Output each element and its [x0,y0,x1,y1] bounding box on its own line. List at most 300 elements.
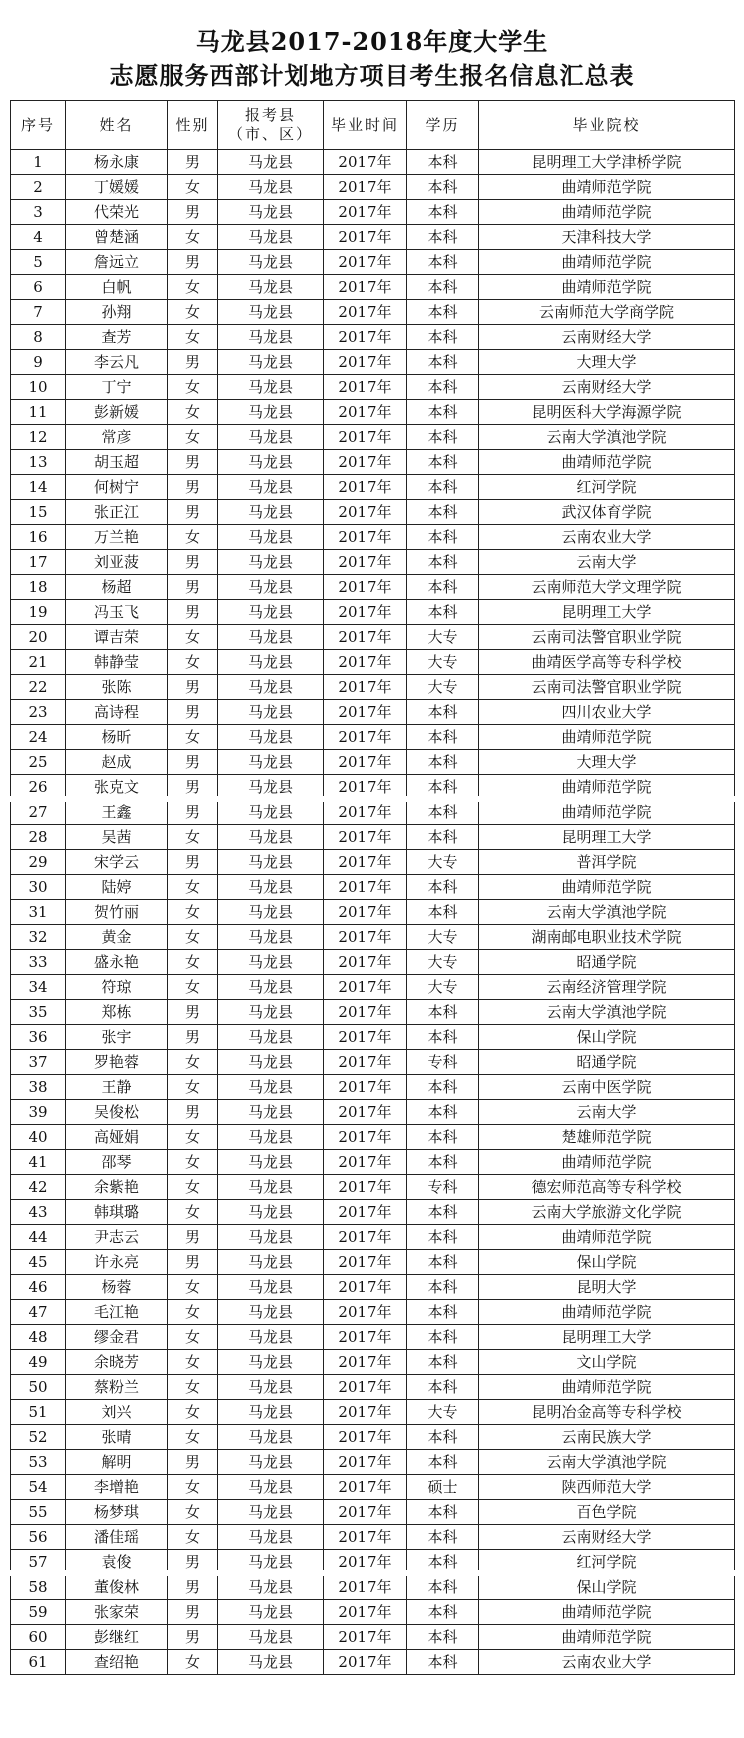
row-gender: 女 [168,1375,218,1400]
row-district: 马龙县 [218,375,324,400]
table-row [11,675,735,700]
row-district: 马龙县 [218,1025,324,1050]
row-index: 40 [11,1125,66,1150]
table-row [11,1150,735,1175]
row-index: 27 [11,800,66,825]
table-row [11,1025,735,1050]
row-degree: 本科 [407,825,479,850]
row-school: 曲靖师范学院 [479,1300,735,1325]
row-name: 韩琪璐 [66,1200,168,1225]
row-name: 丁媛媛 [66,175,168,200]
row-school: 普洱学院 [479,850,735,875]
row-index: 55 [11,1500,66,1525]
row-school: 德宏师范高等专科学校 [479,1175,735,1200]
table-row [11,1250,735,1275]
row-district: 马龙县 [218,325,324,350]
row-grad-time: 2017年 [324,1550,407,1575]
row-index: 33 [11,950,66,975]
row-degree: 大专 [407,675,479,700]
row-index: 1 [11,150,66,175]
row-district: 马龙县 [218,1050,324,1075]
row-name: 彭继红 [66,1625,168,1650]
row-name: 杨永康 [66,150,168,175]
row-grad-time: 2017年 [324,1425,407,1450]
row-gender: 男 [168,1025,218,1050]
row-name: 白帆 [66,275,168,300]
table-row [11,275,735,300]
row-school: 红河学院 [479,1550,735,1575]
row-school: 曲靖师范学院 [479,1225,735,1250]
row-index: 38 [11,1075,66,1100]
row-gender: 女 [168,1350,218,1375]
row-gender: 女 [168,1075,218,1100]
table-row [11,1350,735,1375]
row-school: 大理大学 [479,750,735,775]
row-name: 万兰艳 [66,525,168,550]
table-row [11,1600,735,1625]
row-district: 马龙县 [218,675,324,700]
row-grad-time: 2017年 [324,375,407,400]
table-row [11,450,735,475]
row-degree: 大专 [407,975,479,1000]
row-grad-time: 2017年 [324,250,407,275]
row-district: 马龙县 [218,150,324,175]
row-school: 云南财经大学 [479,325,735,350]
table-row [11,350,735,375]
row-gender: 男 [168,750,218,775]
row-name: 符琼 [66,975,168,1000]
row-school: 保山学院 [479,1250,735,1275]
row-grad-time: 2017年 [324,1125,407,1150]
row-district: 马龙县 [218,1525,324,1550]
row-degree: 本科 [407,1525,479,1550]
row-district: 马龙县 [218,1425,324,1450]
row-degree: 本科 [407,150,479,175]
header-school: 毕业院校 [479,101,735,150]
row-gender: 男 [168,775,218,800]
row-district: 马龙县 [218,400,324,425]
row-gender: 男 [168,150,218,175]
row-school: 天津科技大学 [479,225,735,250]
row-gender: 男 [168,850,218,875]
row-district: 马龙县 [218,800,324,825]
row-school: 曲靖师范学院 [479,275,735,300]
row-name: 韩静莹 [66,650,168,675]
table-row [11,575,735,600]
row-degree: 本科 [407,575,479,600]
row-degree: 本科 [407,425,479,450]
row-district: 马龙县 [218,275,324,300]
row-index: 58 [11,1575,66,1600]
row-index: 54 [11,1475,66,1500]
row-degree: 本科 [407,700,479,725]
row-grad-time: 2017年 [324,225,407,250]
row-district: 马龙县 [218,775,324,800]
row-degree: 本科 [407,1575,479,1600]
row-school: 昆明理工大学 [479,825,735,850]
table-row [11,150,735,175]
row-degree: 本科 [407,1500,479,1525]
row-district: 马龙县 [218,1275,324,1300]
row-district: 马龙县 [218,1475,324,1500]
row-index: 52 [11,1425,66,1450]
row-grad-time: 2017年 [324,1650,407,1675]
row-degree: 本科 [407,500,479,525]
row-index: 41 [11,1150,66,1175]
page-break-1 [0,796,744,802]
row-grad-time: 2017年 [324,1350,407,1375]
row-district: 马龙县 [218,850,324,875]
table-row [11,1000,735,1025]
row-degree: 本科 [407,525,479,550]
row-name: 吴茜 [66,825,168,850]
row-district: 马龙县 [218,1200,324,1225]
row-gender: 女 [168,1200,218,1225]
row-degree: 本科 [407,400,479,425]
row-degree: 大专 [407,850,479,875]
table-row [11,500,735,525]
row-district: 马龙县 [218,1350,324,1375]
table-row [11,1300,735,1325]
row-index: 15 [11,500,66,525]
row-district: 马龙县 [218,1500,324,1525]
row-grad-time: 2017年 [324,1300,407,1325]
row-grad-time: 2017年 [324,925,407,950]
row-name: 缪金君 [66,1325,168,1350]
row-name: 谭吉荣 [66,625,168,650]
row-grad-time: 2017年 [324,675,407,700]
row-degree: 本科 [407,375,479,400]
row-name: 何树宁 [66,475,168,500]
row-school: 昆明医科大学海源学院 [479,400,735,425]
table-row [11,1125,735,1150]
row-gender: 女 [168,1475,218,1500]
row-grad-time: 2017年 [324,1325,407,1350]
row-index: 25 [11,750,66,775]
table-row [11,625,735,650]
row-district: 马龙县 [218,200,324,225]
row-gender: 男 [168,1000,218,1025]
header-district [218,101,324,150]
row-district: 马龙县 [218,750,324,775]
table-row [11,1625,735,1650]
table-row [11,375,735,400]
table-row [11,1175,735,1200]
row-name: 潘佳瑶 [66,1525,168,1550]
row-index: 56 [11,1525,66,1550]
row-school: 曲靖师范学院 [479,775,735,800]
registration-table [10,100,735,1675]
row-school: 云南大学滇池学院 [479,425,735,450]
row-degree: 本科 [407,175,479,200]
table-row [11,750,735,775]
row-index: 53 [11,1450,66,1475]
row-gender: 女 [168,1275,218,1300]
row-grad-time: 2017年 [324,575,407,600]
row-gender: 女 [168,950,218,975]
row-gender: 男 [168,1600,218,1625]
row-grad-time: 2017年 [324,200,407,225]
header-district-line2: （市、区） [227,125,313,143]
table-row [11,700,735,725]
row-grad-time: 2017年 [324,325,407,350]
row-grad-time: 2017年 [324,1050,407,1075]
row-grad-time: 2017年 [324,350,407,375]
row-gender: 男 [168,1550,218,1575]
row-name: 尹志云 [66,1225,168,1250]
row-school: 昆明理工大学 [479,1325,735,1350]
row-index: 49 [11,1350,66,1375]
row-school: 云南大学滇池学院 [479,1000,735,1025]
row-grad-time: 2017年 [324,775,407,800]
row-name: 杨蓉 [66,1275,168,1300]
row-name: 孙翔 [66,300,168,325]
row-district: 马龙县 [218,500,324,525]
row-degree: 本科 [407,775,479,800]
row-degree: 本科 [407,1375,479,1400]
row-name: 陆婷 [66,875,168,900]
row-school: 云南财经大学 [479,375,735,400]
row-degree: 本科 [407,1025,479,1050]
row-school: 曲靖师范学院 [479,875,735,900]
row-gender: 女 [168,175,218,200]
row-district: 马龙县 [218,700,324,725]
row-grad-time: 2017年 [324,275,407,300]
table-row [11,400,735,425]
table-row [11,1075,735,1100]
row-school: 昆明冶金高等专科学校 [479,1400,735,1425]
row-district: 马龙县 [218,250,324,275]
row-name: 张晴 [66,1425,168,1450]
table-row [11,200,735,225]
row-degree: 本科 [407,350,479,375]
row-index: 17 [11,550,66,575]
row-district: 马龙县 [218,950,324,975]
row-district: 马龙县 [218,1325,324,1350]
table-row [11,525,735,550]
row-gender: 男 [168,450,218,475]
row-name: 毛江艳 [66,1300,168,1325]
row-school: 武汉体育学院 [479,500,735,525]
row-grad-time: 2017年 [324,700,407,725]
row-school: 红河学院 [479,475,735,500]
row-district: 马龙县 [218,1100,324,1125]
row-grad-time: 2017年 [324,1475,407,1500]
row-gender: 女 [168,225,218,250]
row-district: 马龙县 [218,1450,324,1475]
row-gender: 女 [168,275,218,300]
row-school: 曲靖师范学院 [479,1625,735,1650]
row-index: 18 [11,575,66,600]
page-break-2 [0,1570,744,1576]
row-district: 马龙县 [218,1175,324,1200]
row-index: 2 [11,175,66,200]
row-district: 马龙县 [218,1375,324,1400]
row-district: 马龙县 [218,900,324,925]
row-gender: 男 [168,1625,218,1650]
row-name: 张家荣 [66,1600,168,1625]
row-index: 32 [11,925,66,950]
row-degree: 本科 [407,875,479,900]
row-degree: 本科 [407,1550,479,1575]
row-grad-time: 2017年 [324,1450,407,1475]
table-row [11,1525,735,1550]
row-index: 43 [11,1200,66,1225]
row-index: 21 [11,650,66,675]
row-index: 8 [11,325,66,350]
row-district: 马龙县 [218,1600,324,1625]
table-row [11,425,735,450]
row-district: 马龙县 [218,875,324,900]
row-school: 云南大学 [479,550,735,575]
row-grad-time: 2017年 [324,300,407,325]
header-grad-time: 毕业时间 [324,101,407,150]
row-school: 文山学院 [479,1350,735,1375]
row-degree: 本科 [407,1350,479,1375]
row-district: 马龙县 [218,550,324,575]
table-row [11,1100,735,1125]
row-index: 57 [11,1550,66,1575]
row-school: 陕西师范大学 [479,1475,735,1500]
row-grad-time: 2017年 [324,525,407,550]
row-index: 29 [11,850,66,875]
row-name: 罗艳蓉 [66,1050,168,1075]
table-row [11,325,735,350]
table-row [11,875,735,900]
row-name: 解明 [66,1450,168,1475]
title-line-1: 马龙县2017-2018年度大学生 [195,27,549,56]
row-grad-time: 2017年 [324,1600,407,1625]
row-district: 马龙县 [218,650,324,675]
row-school: 四川农业大学 [479,700,735,725]
row-school: 云南大学 [479,1100,735,1125]
row-degree: 本科 [407,1425,479,1450]
row-name: 王鑫 [66,800,168,825]
row-gender: 女 [168,725,218,750]
row-grad-time: 2017年 [324,1175,407,1200]
row-grad-time: 2017年 [324,625,407,650]
table-row [11,300,735,325]
row-grad-time: 2017年 [324,550,407,575]
table-row [11,475,735,500]
row-index: 60 [11,1625,66,1650]
row-name: 胡玉超 [66,450,168,475]
row-grad-time: 2017年 [324,475,407,500]
row-school: 楚雄师范学院 [479,1125,735,1150]
row-grad-time: 2017年 [324,500,407,525]
table-row [11,1225,735,1250]
row-grad-time: 2017年 [324,875,407,900]
row-school: 云南司法警官职业学院 [479,675,735,700]
row-school: 曲靖师范学院 [479,1150,735,1175]
row-index: 46 [11,1275,66,1300]
row-district: 马龙县 [218,625,324,650]
row-name: 李增艳 [66,1475,168,1500]
row-grad-time: 2017年 [324,400,407,425]
table-row [11,950,735,975]
row-degree: 本科 [407,600,479,625]
row-index: 6 [11,275,66,300]
row-district: 马龙县 [218,175,324,200]
row-index: 59 [11,1600,66,1625]
row-name: 杨超 [66,575,168,600]
row-school: 曲靖师范学院 [479,1600,735,1625]
row-name: 詹远立 [66,250,168,275]
row-degree: 本科 [407,1300,479,1325]
header-name: 姓名 [66,101,168,150]
row-index: 16 [11,525,66,550]
table-row [11,825,735,850]
row-gender: 女 [168,825,218,850]
row-name: 彭新媛 [66,400,168,425]
row-district: 马龙县 [218,350,324,375]
row-gender: 女 [168,1175,218,1200]
row-grad-time: 2017年 [324,975,407,1000]
row-name: 黄金 [66,925,168,950]
row-gender: 女 [168,1325,218,1350]
table-row [11,725,735,750]
row-grad-time: 2017年 [324,1000,407,1025]
row-index: 45 [11,1250,66,1275]
row-index: 23 [11,700,66,725]
row-gender: 男 [168,675,218,700]
table-row [11,900,735,925]
row-index: 22 [11,675,66,700]
row-school: 云南中医学院 [479,1075,735,1100]
row-district: 马龙县 [218,1300,324,1325]
row-degree: 本科 [407,250,479,275]
row-index: 10 [11,375,66,400]
row-name: 张克文 [66,775,168,800]
table-row [11,850,735,875]
row-district: 马龙县 [218,575,324,600]
row-district: 马龙县 [218,225,324,250]
row-name: 宋学云 [66,850,168,875]
row-district: 马龙县 [218,1225,324,1250]
row-district: 马龙县 [218,425,324,450]
table-row [11,925,735,950]
row-index: 37 [11,1050,66,1075]
row-gender: 男 [168,575,218,600]
row-school: 百色学院 [479,1500,735,1525]
row-grad-time: 2017年 [324,425,407,450]
row-degree: 本科 [407,200,479,225]
row-district: 马龙县 [218,825,324,850]
row-school: 曲靖师范学院 [479,800,735,825]
table-row [11,1400,735,1425]
row-grad-time: 2017年 [324,1400,407,1425]
row-degree: 本科 [407,750,479,775]
row-index: 20 [11,625,66,650]
row-name: 高诗程 [66,700,168,725]
table-row [11,250,735,275]
row-name: 盛永艳 [66,950,168,975]
table-row [11,1375,735,1400]
row-school: 保山学院 [479,1025,735,1050]
row-name: 邵琴 [66,1150,168,1175]
row-index: 34 [11,975,66,1000]
row-degree: 专科 [407,1175,479,1200]
row-degree: 大专 [407,925,479,950]
row-index: 28 [11,825,66,850]
row-index: 61 [11,1650,66,1675]
row-index: 44 [11,1225,66,1250]
row-school: 云南农业大学 [479,525,735,550]
row-degree: 大专 [407,1400,479,1425]
row-degree: 本科 [407,475,479,500]
row-school: 湖南邮电职业技术学院 [479,925,735,950]
row-gender: 男 [168,600,218,625]
